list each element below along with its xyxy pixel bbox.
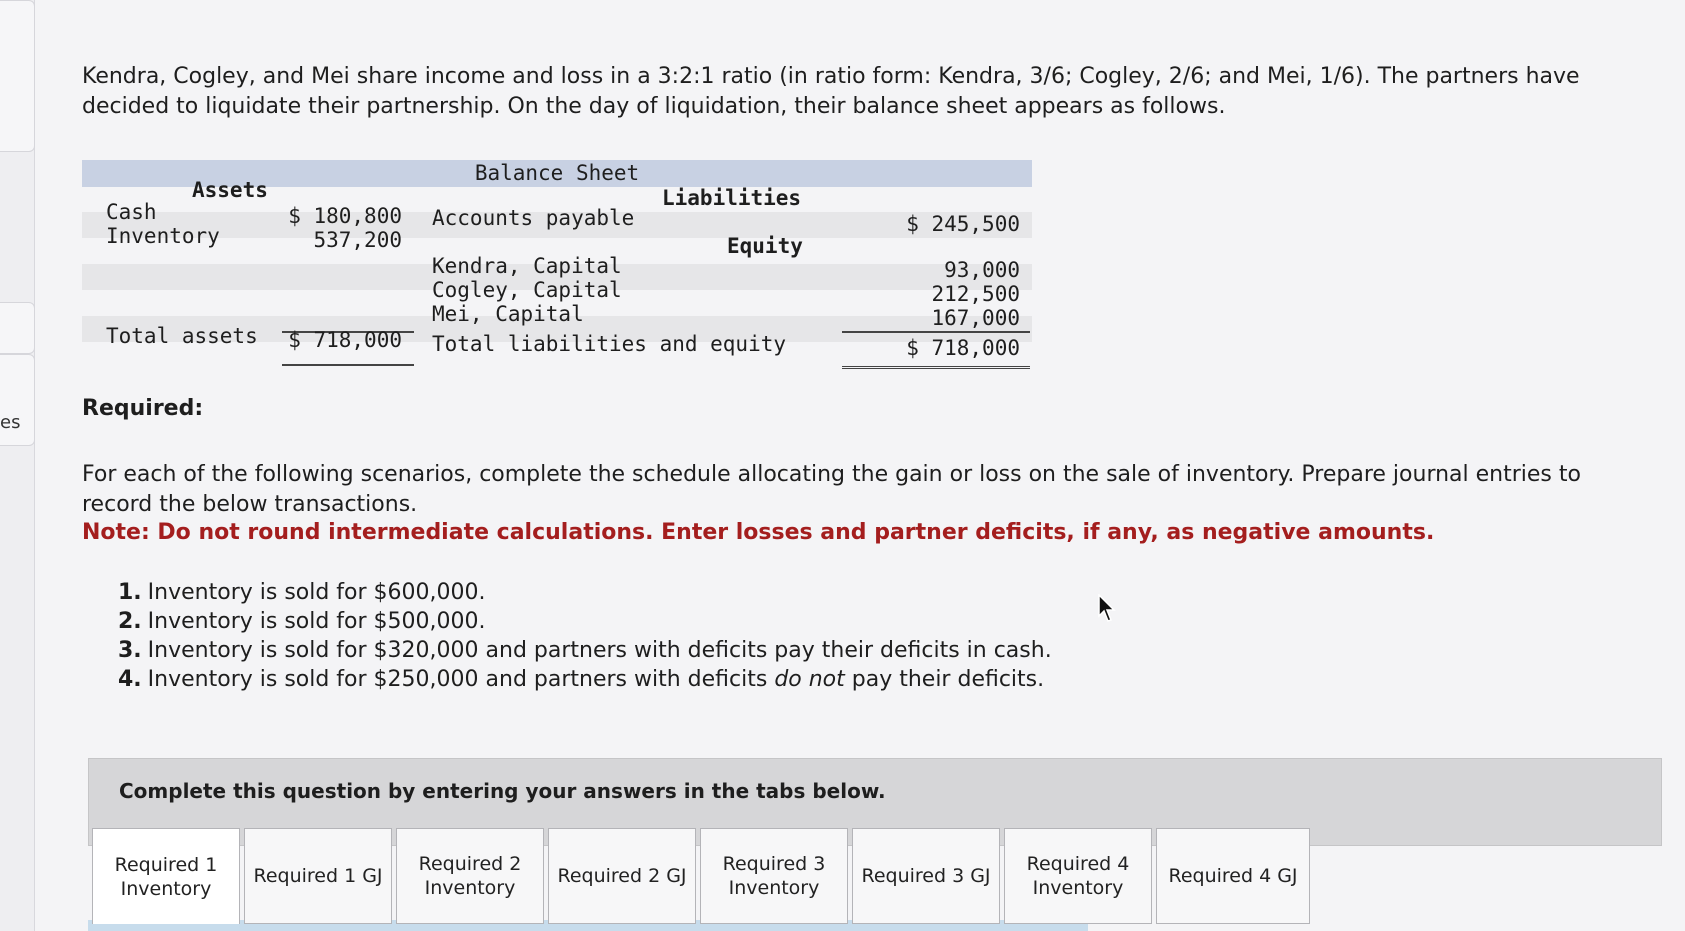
tab-required-3-inventory[interactable] <box>700 828 848 924</box>
cogley-capital-label: Cogley, Capital <box>432 278 622 302</box>
tab-required-3-gj[interactable] <box>852 828 1000 924</box>
scenario-text: Inventory is sold for $250,000 and partners with deficits <box>147 667 775 692</box>
tab-label-line2: Inventory <box>120 877 212 900</box>
total-liabilities-equity-label: Total liabilities and equity <box>432 332 787 356</box>
scenario-number: 2. <box>118 609 142 634</box>
mei-capital-value: 167,000 <box>931 306 1020 330</box>
liabilities-heading: Liabilities <box>662 186 802 210</box>
tab-label-line1: Required 1 <box>114 853 218 876</box>
total-assets-value: $ 718,000 <box>288 328 402 352</box>
list-item <box>118 665 1052 694</box>
problem-intro <box>82 62 1642 122</box>
kendra-capital-label: Kendra, Capital <box>432 254 622 278</box>
inventory-label: Inventory <box>106 224 220 248</box>
intro-text: Kendra, Cogley, and Mei share income and loss in a 3:2:1 ratio (in ratio form: Kendra, 3/6; Cogley, 2/6; and Mei, 1/6). The partners have decided to liquidate their partnership. On the day of liquidation, their balance sheet appears as follows. <box>82 64 1580 119</box>
balance-sheet-table <box>82 160 1032 380</box>
list-item <box>118 636 1052 665</box>
instructions-text: For each of the following scenarios, complete the schedule allocating the gain or loss on the sale of inventory. Prepare journal entries to record the below transactions. <box>82 462 1581 517</box>
cogley-capital-value: 212,500 <box>931 282 1020 306</box>
tab-label-line1: Required 4 <box>1026 853 1130 875</box>
cash-label: Cash <box>106 200 157 224</box>
scenario-emphasis: do not <box>774 667 845 692</box>
total-double-rule <box>842 366 1030 369</box>
cash-value: $ 180,800 <box>288 204 402 228</box>
assets-heading: Assets <box>192 178 268 202</box>
tab-label-line2: Inventory <box>1032 877 1124 899</box>
tab-label-line1: Required 1 GJ <box>253 865 383 887</box>
scenario-text: Inventory is sold for $320,000 and partners with deficits pay their deficits in cash. <box>147 638 1052 663</box>
scenario-number: 4. <box>118 667 142 692</box>
equity-heading: Equity <box>727 234 803 258</box>
tab-required-1-inventory[interactable] <box>92 828 240 924</box>
tab-label-line1: Required 4 GJ <box>1168 865 1298 887</box>
tab-label-line1: Required 3 <box>722 853 826 875</box>
required-heading: Required: <box>82 396 204 421</box>
scenario-number: 1. <box>118 580 142 605</box>
mei-capital-label: Mei, Capital <box>432 302 584 326</box>
tab-label-line1: Required 3 GJ <box>861 865 991 887</box>
note-text: Note: Do not round intermediate calculations. Enter losses and partner deficits, if any, as negative amounts. <box>82 520 1435 545</box>
mouse-cursor-icon <box>1098 594 1118 624</box>
scenario-list <box>118 578 1052 694</box>
list-item <box>118 607 1052 636</box>
left-tab-middle[interactable] <box>0 302 35 354</box>
tab-required-4-inventory[interactable] <box>1004 828 1152 924</box>
tab-required-1-gj[interactable] <box>244 828 392 924</box>
scenario-text: Inventory is sold for $500,000. <box>147 609 486 634</box>
scenario-number: 3. <box>118 638 142 663</box>
scenario-text: Inventory is sold for $600,000. <box>147 580 486 605</box>
left-edge-label: es <box>0 412 21 433</box>
tab-required-4-gj[interactable] <box>1156 828 1310 924</box>
tab-label-line2: Inventory <box>728 877 820 899</box>
tab-required-2-inventory[interactable] <box>396 828 544 924</box>
balance-sheet-title: Balance Sheet <box>82 160 1032 187</box>
kendra-capital-value: 93,000 <box>944 258 1020 282</box>
left-tab-upper[interactable] <box>0 0 35 152</box>
question-title: Complete this question by entering your answers in the tabs below. <box>119 779 886 803</box>
total-liabilities-equity-value: $ 718,000 <box>906 336 1020 360</box>
total-assets-label: Total assets <box>106 324 258 348</box>
accounts-payable-value: $ 245,500 <box>906 212 1020 236</box>
tab-required-2-gj[interactable] <box>548 828 696 924</box>
accounts-payable-label: Accounts payable <box>432 206 635 230</box>
tab-label-line1: Required 2 GJ <box>557 865 687 887</box>
inventory-value: 537,200 <box>313 228 402 252</box>
tab-label-line2: Inventory <box>424 877 516 899</box>
subtotal-rule <box>842 331 1030 333</box>
list-item <box>118 578 1052 607</box>
total-rule <box>282 364 414 366</box>
scenario-text-end: pay their deficits. <box>844 667 1045 692</box>
tab-label-line1: Required 2 <box>418 853 522 875</box>
